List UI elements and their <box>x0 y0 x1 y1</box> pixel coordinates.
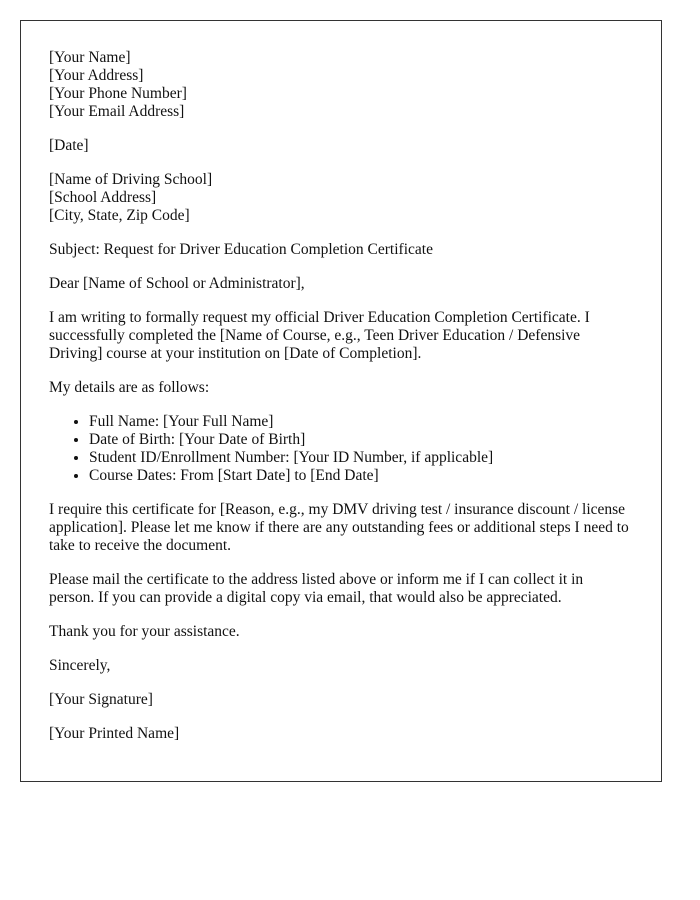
sender-address: [Your Address] <box>49 67 144 84</box>
letter-document <box>20 20 662 782</box>
signature: [Your Signature] <box>49 691 153 708</box>
delivery-paragraph: Please mail the certificate to the address listed above or inform me if I can collect it in person. If you can provide a digital copy via email, that would also be appreciated. <box>49 571 584 606</box>
salutation: Dear [Name of School or Administrator], <box>49 275 305 292</box>
printed-name: [Your Printed Name] <box>49 725 180 742</box>
closing: Sincerely, <box>49 657 111 674</box>
details-item-course-dates: • Course Dates: From [Start Date] to [End Date] <box>89 467 632 485</box>
details-list <box>49 413 632 485</box>
details-heading: My details are as follows: <box>49 379 210 396</box>
thanks-paragraph: Thank you for your assistance. <box>49 623 240 640</box>
recipient-city-state-zip: [City, State, Zip Code] <box>49 207 190 224</box>
recipient-school-name: [Name of Driving School] <box>49 171 213 188</box>
details-item-full-name: • Full Name: [Your Full Name] <box>89 413 632 431</box>
sender-block <box>49 49 632 121</box>
intro-paragraph: I am writing to formally request my official Driver Education Completion Certificate. I successfully completed the [Name of Course, e.g., Teen Driver Education / Defensive Driving] course at your institution on [Date of Completion]. <box>49 309 590 362</box>
details-item-date-of-birth: • Date of Birth: [Your Date of Birth] <box>89 431 632 449</box>
letter-date: [Date] <box>49 137 89 154</box>
recipient-school-address: [School Address] <box>49 189 157 206</box>
sender-phone: [Your Phone Number] <box>49 85 187 102</box>
details-item-student-id: • Student ID/Enrollment Number: [Your ID Number, if applicable] <box>89 449 632 467</box>
sender-name: [Your Name] <box>49 49 131 66</box>
reason-paragraph: I require this certificate for [Reason, e.g., my DMV driving test / insurance discount / license application]. Please let me know if there are any outstanding fees or additional steps I need to take to receive the document. <box>49 501 629 554</box>
recipient-block <box>49 171 632 225</box>
sender-email: [Your Email Address] <box>49 103 185 120</box>
subject-line: Subject: Request for Driver Education Completion Certificate <box>49 241 433 258</box>
